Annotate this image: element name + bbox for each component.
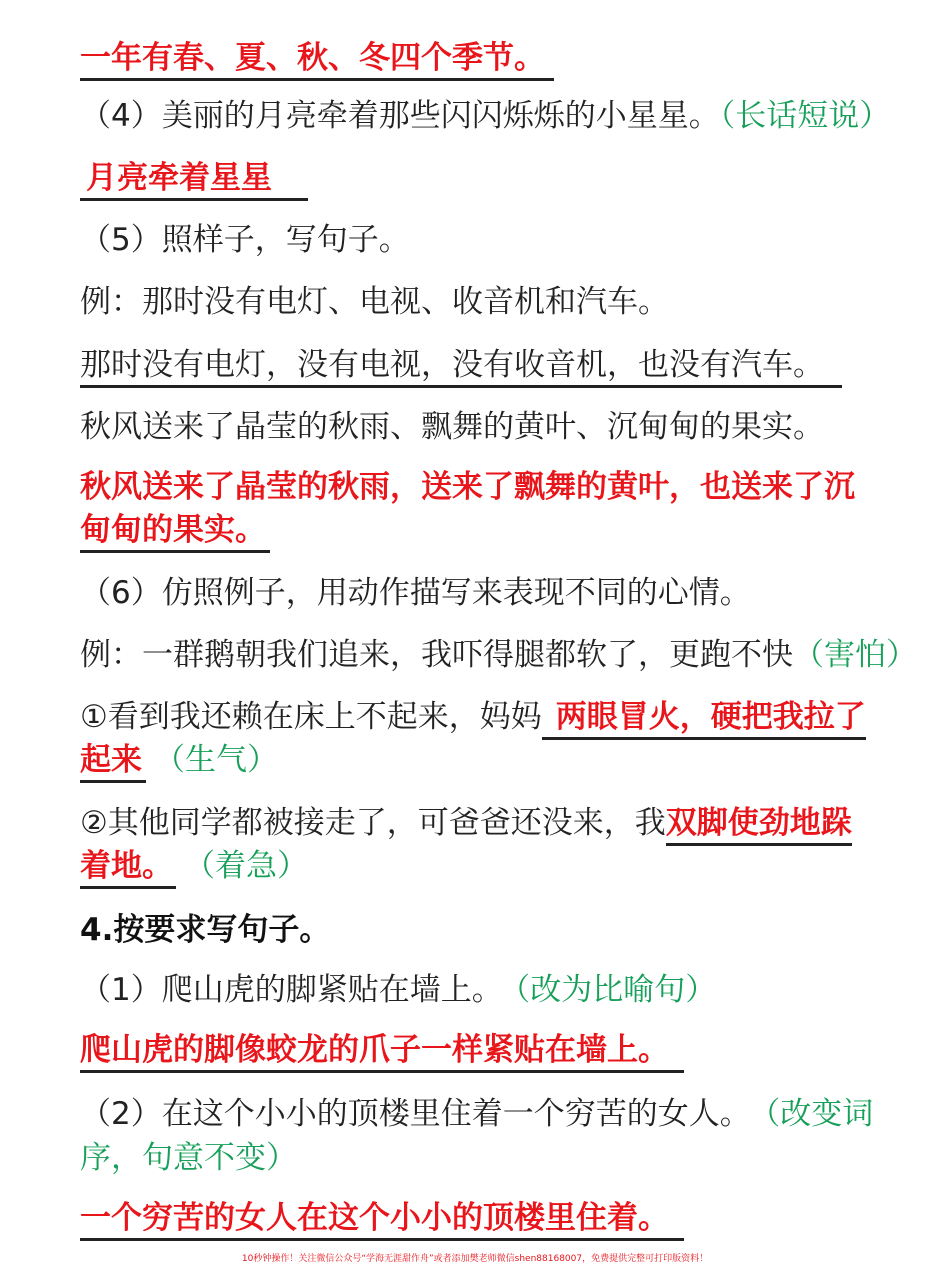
example-line [80,635,917,675]
instruction-hint: （着急） [184,848,308,884]
exercise-text: ①看到我还赖在床上不起来，妈妈 [80,699,542,735]
instruction-hint: （长话短说） [719,98,891,134]
instruction-hint: （改变词 [764,1096,874,1132]
exercise-text: 秋风送来了晶莹的秋雨、飘舞的黄叶、沉甸甸的果实。 [80,409,824,445]
question-5 [80,220,410,260]
answer-text: 双脚使劲地跺 [666,803,852,846]
question-text: （2）在这个小小的顶楼里住着一个穷苦的女人。 [80,1096,751,1132]
answer-text: 着地。 [80,846,176,889]
answer-line [80,1030,684,1073]
exercise-line [80,803,852,846]
answer-text: 爬山虎的脚像蛟龙的爪子一样紧贴在墙上。 [80,1030,684,1073]
question-text: （5）照样子，写句子。 [80,222,410,258]
example-line [80,282,669,322]
question-2-cont [80,1138,297,1178]
answer-text: 起来 [80,740,146,783]
answer-text: 甸甸的果实。 [80,510,270,553]
question-1 [80,970,716,1010]
example-text: 例：一群鹅朝我们追来，我吓得腿都软了，更跑不快 [80,637,793,673]
example-answer-text: 那时没有电灯，没有电视，没有收音机，也没有汽车。 [80,345,842,388]
answer-line [80,510,270,553]
exercise-text: ②其他同学都被接走了，可爸爸还没来，我 [80,805,666,841]
exercise-line [80,697,866,740]
instruction-hint: 序，句意不变） [80,1140,297,1176]
exercise-line [80,407,824,447]
answer-line [80,158,308,201]
answer-text: 一年有春、夏、秋、冬四个季节。 [80,38,554,81]
answer-line [80,1198,684,1241]
answer-line [80,467,855,507]
instruction-hint: （生气） [154,742,278,778]
instruction-hint: （改为比喻句） [514,972,717,1008]
question-text: （6）仿照例子，用动作描写来表现不同的心情。 [80,575,751,611]
instruction-hint: （害怕） [793,637,917,673]
answer-text: 一个穷苦的女人在这个小小的顶楼里住着。 [80,1198,684,1241]
footer-note: 10秒钟操作！关注微信公众号“学海无涯甜作舟”或者添加樊老师微信shen88168007，免费提供完整可打印版资料！ [241,1254,709,1264]
question-6 [80,573,751,613]
answer-text: 秋风送来了晶莹的秋雨，送来了飘舞的黄叶，也送来了沉 [80,469,855,505]
answer-line [80,846,308,889]
question-text: （4）美丽的月亮牵着那些闪闪烁烁的小星星。 [80,98,720,134]
example-answer-line [80,345,842,388]
example-text: 例：那时没有电灯、电视、收音机和汽车。 [80,284,669,320]
question-2 [80,1094,873,1134]
question-4 [80,96,890,136]
section-heading [80,910,330,950]
answer-line [80,740,278,783]
section-title: 4.按要求写句子。 [80,912,331,948]
answer-text: 两眼冒火，硬把我拉了 [542,697,866,740]
answer-line [80,38,554,81]
answer-text: 月亮牵着星星 [80,158,308,201]
question-text: （1）爬山虎的脚紧贴在墙上。 [80,972,503,1008]
